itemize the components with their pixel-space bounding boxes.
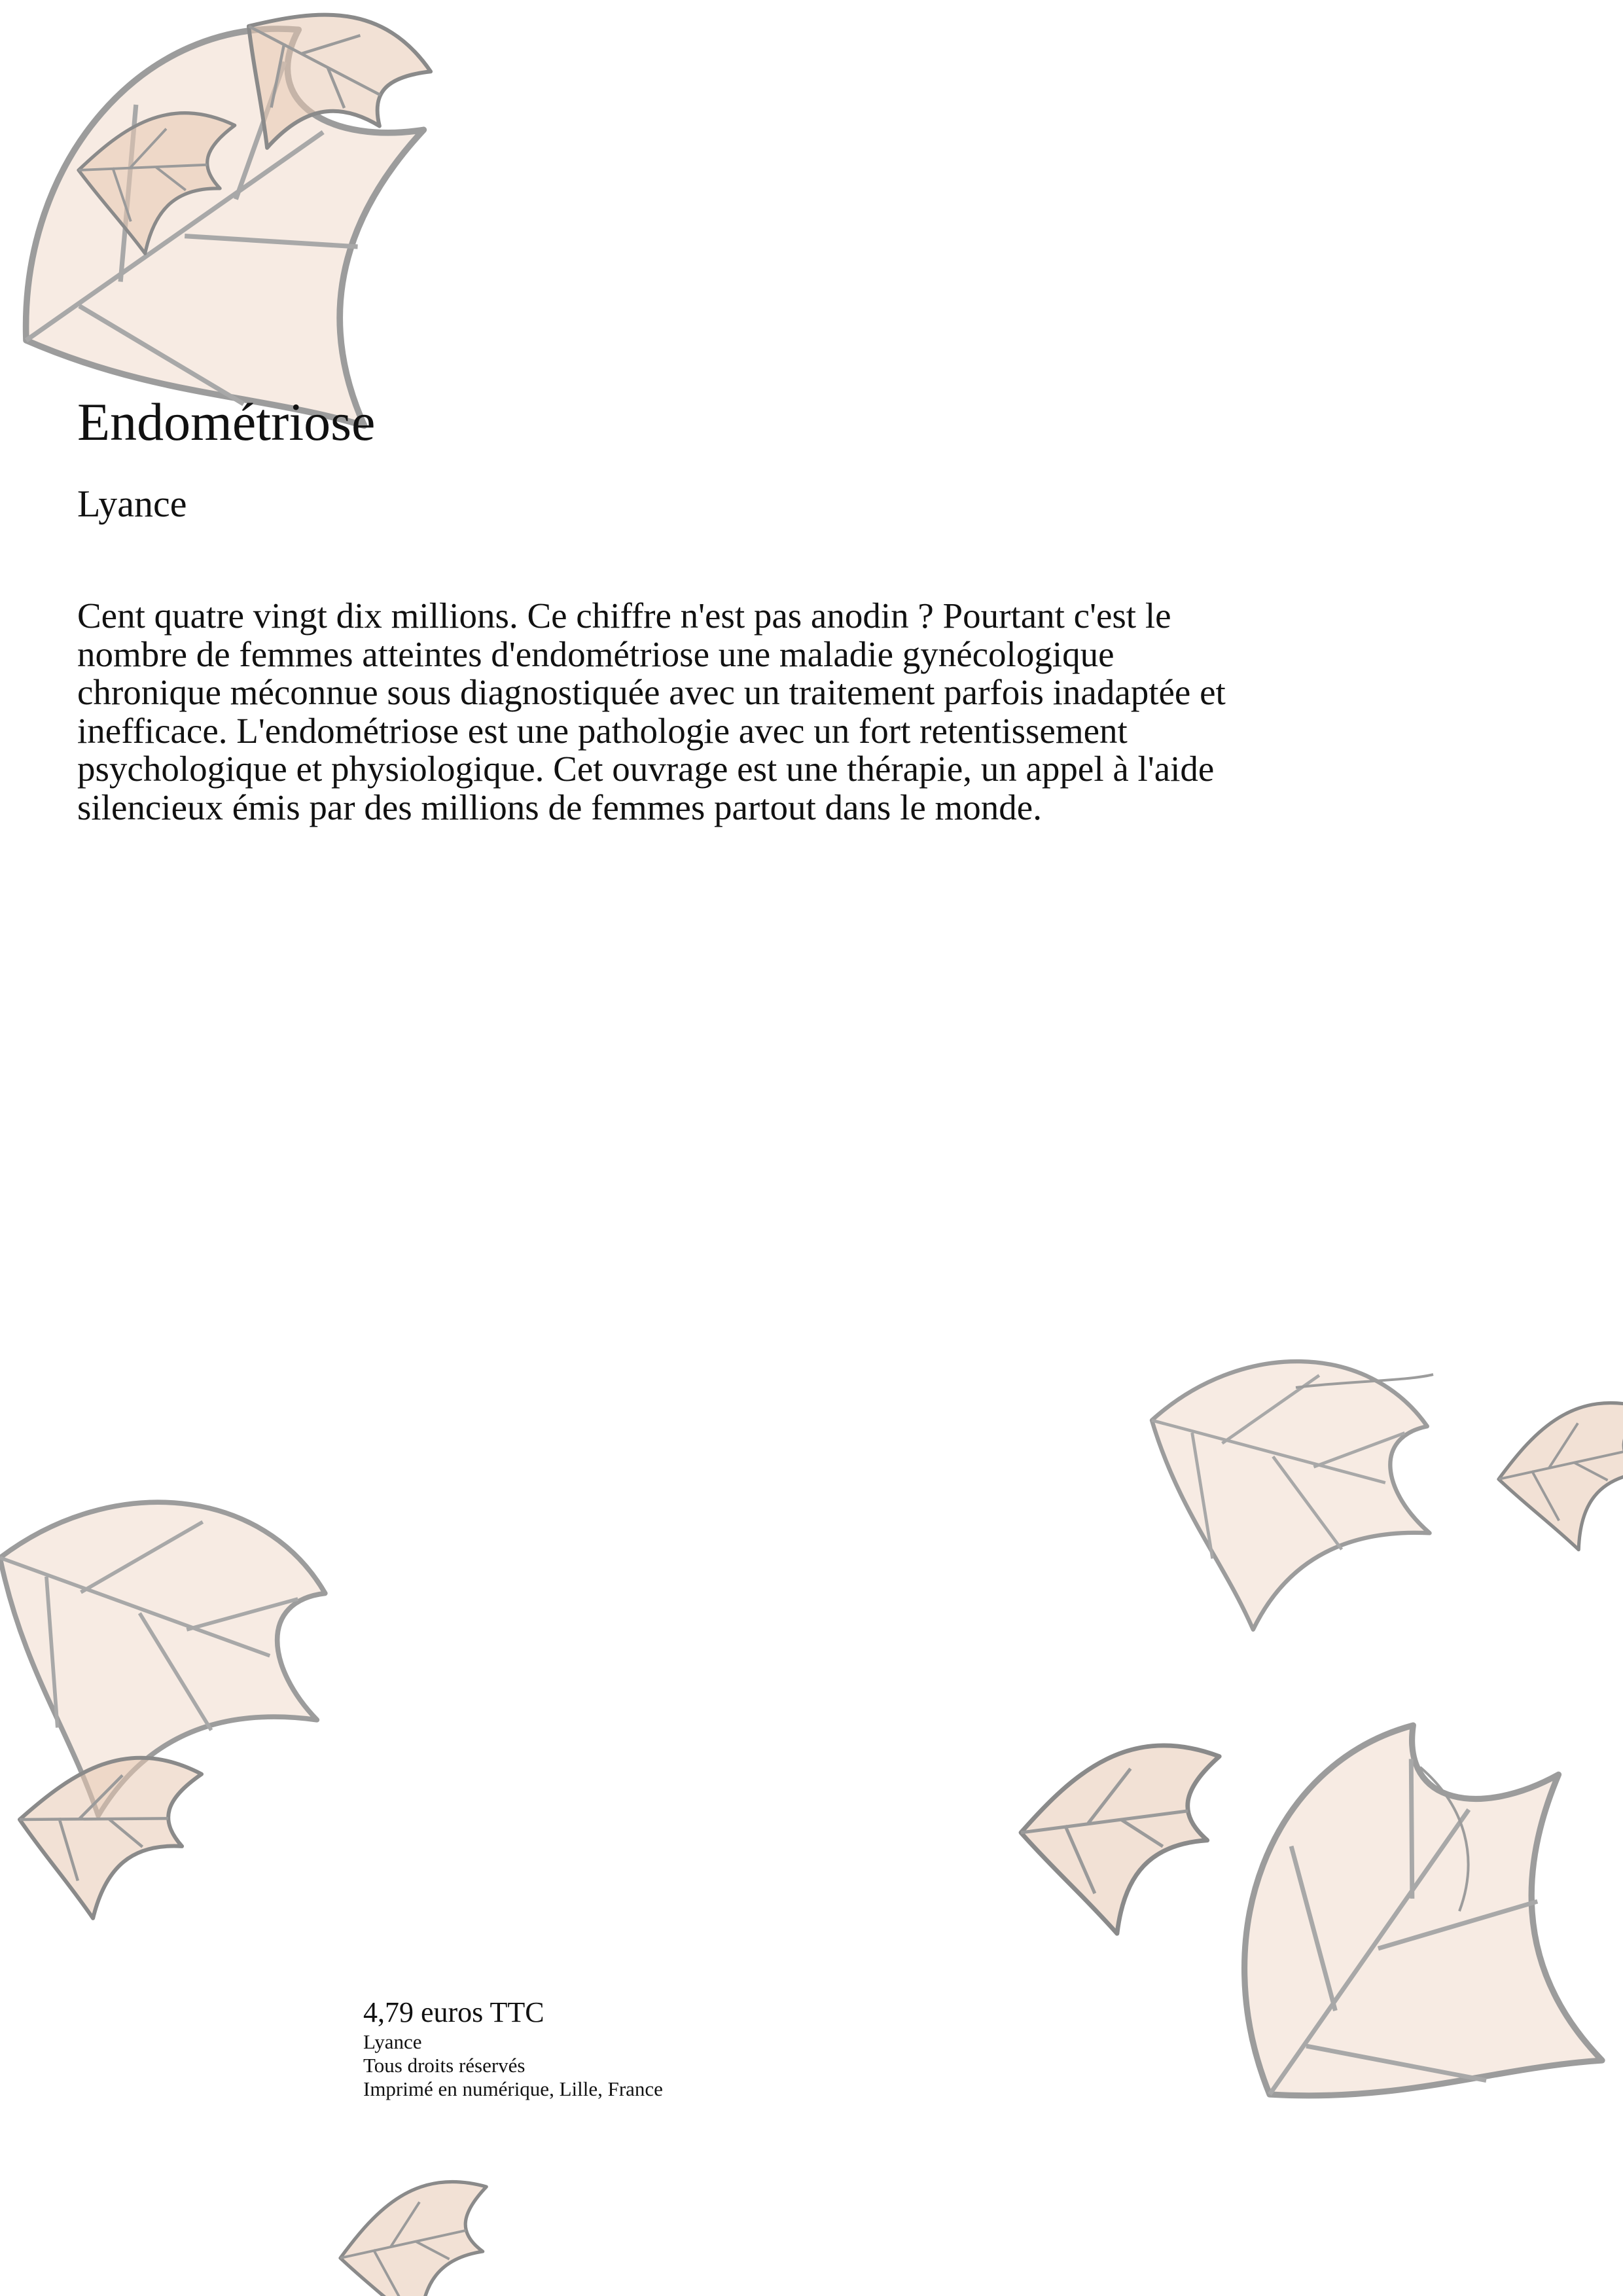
price: 4,79 euros TTC (363, 1996, 544, 2028)
book-author: Lyance (77, 482, 187, 525)
rights-notice: Tous droits réservés (363, 2054, 526, 2077)
leaf-bottom-right-large (1162, 1668, 1623, 2230)
leaf-bottom-center (327, 2166, 524, 2296)
book-summary: Cent quatre vingt dix millions. Ce chiffre n'est pas anodin ? Pourtant c'est le nombre de femmes atteintes d'endométriose une maladie gynécologique chronique méconnue sous diagnostiquée avec un traitement parfois inadaptée et inefficace. L'endométriose est une pathologie avec un fort retentissement psychologique et physiologique. Cet ouvrage est une thérapie, un appel à l'aide silencieux émis par des millions de femmes partout dans le monde. (77, 596, 1226, 827)
printing-info: Imprimé en numérique, Lille, France (363, 2077, 663, 2100)
leaf-right-upper (1119, 1336, 1455, 1657)
leaf-left-lower (13, 1749, 219, 1927)
book-title: Endométriose (77, 392, 376, 452)
publisher: Lyance (363, 2030, 422, 2053)
leaf-right-edge (1485, 1387, 1623, 1567)
colophon (363, 1995, 952, 2101)
leaf-center-right (1008, 1729, 1257, 1951)
